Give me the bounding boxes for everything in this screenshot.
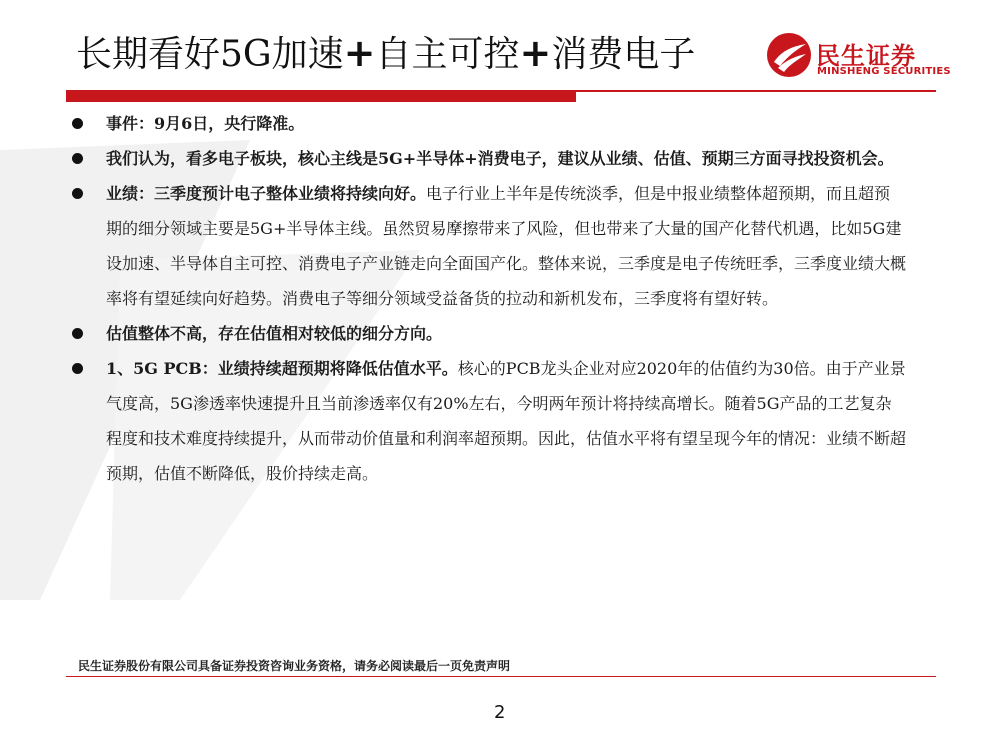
bullet-item: [66, 176, 906, 316]
bullet-icon: [72, 363, 83, 374]
bullet-icon: [72, 188, 83, 199]
bullet-item: [66, 106, 906, 141]
bullet-text: 核心的PCB龙头企业对应2020年的估值约为30倍。由于产业景气度高，5G渗透率快速提升且当前渗透率仅有20%左右，今明两年预计将持续高增长。随着5G产品的工艺复杂程度和技术难度持续提升，从而带动价值量和利润率超预期。因此，估值水平将有望呈现今年的情况：业绩不断超预期，估值不断降低，股价持续走高。: [106, 359, 907, 483]
bullet-lead: 事件：9月6日，央行降准。: [106, 114, 305, 133]
bullet-text: 电子行业上半年是传统淡季，但是中报业绩整体超预期，而且超预期的细分领域主要是5G+半导体主线。虽然贸易摩擦带来了风险，但也带来了大量的国产化替代机遇，比如5G建设加速、半导体自主可控、消费电子产业链走向全面国产化。整体来说，三季度是电子传统旺季，三季度业绩大概率将有望延续向好趋势。消费电子等细分领域受益备货的拉动和新机发布，三季度将有望好转。: [106, 184, 907, 308]
bullet-lead: 估值整体不高，存在估值相对较低的细分方向。: [106, 324, 443, 343]
title-plus-2: +: [519, 31, 552, 75]
footer-rule: [66, 676, 936, 677]
minsheng-logo-icon: [766, 32, 812, 78]
bullet-lead: 业绩：三季度预计电子整体业绩将持续向好。: [106, 184, 427, 203]
header-rule-thin: [576, 90, 936, 92]
title-part-3: 消费电子: [551, 34, 696, 75]
title-plus-1: +: [343, 31, 376, 75]
company-logo: [766, 32, 956, 82]
header-rule-thick: [66, 90, 576, 102]
bullet-icon: [72, 118, 83, 129]
bullet-list: [66, 106, 906, 491]
bullet-icon: [72, 328, 83, 339]
bullet-lead: 1、5G PCB：业绩持续超预期将降低估值水平。: [106, 359, 458, 378]
bullet-icon: [72, 153, 83, 164]
logo-chinese-name: 民生证券: [816, 42, 916, 70]
title-part-2: 自主可控: [375, 34, 520, 75]
bullet-lead: 我们认为，看多电子板块，核心主线是5G+半导体+消费电子，建议从业绩、估值、预期三方面寻找投资机会。: [106, 149, 894, 168]
bullet-item: [66, 351, 906, 491]
footer-disclaimer: 民生证券股份有限公司具备证券投资咨询业务资格，请务必阅读最后一页免责声明: [78, 659, 511, 673]
bullet-item: [66, 141, 906, 176]
bullet-item: [66, 316, 906, 351]
title-part-1: 长期看好5G加速: [76, 34, 344, 75]
page-number: 2: [494, 702, 506, 723]
page-title: [76, 26, 695, 77]
logo-english-name: MINSHENG SECURITIES: [817, 66, 951, 77]
